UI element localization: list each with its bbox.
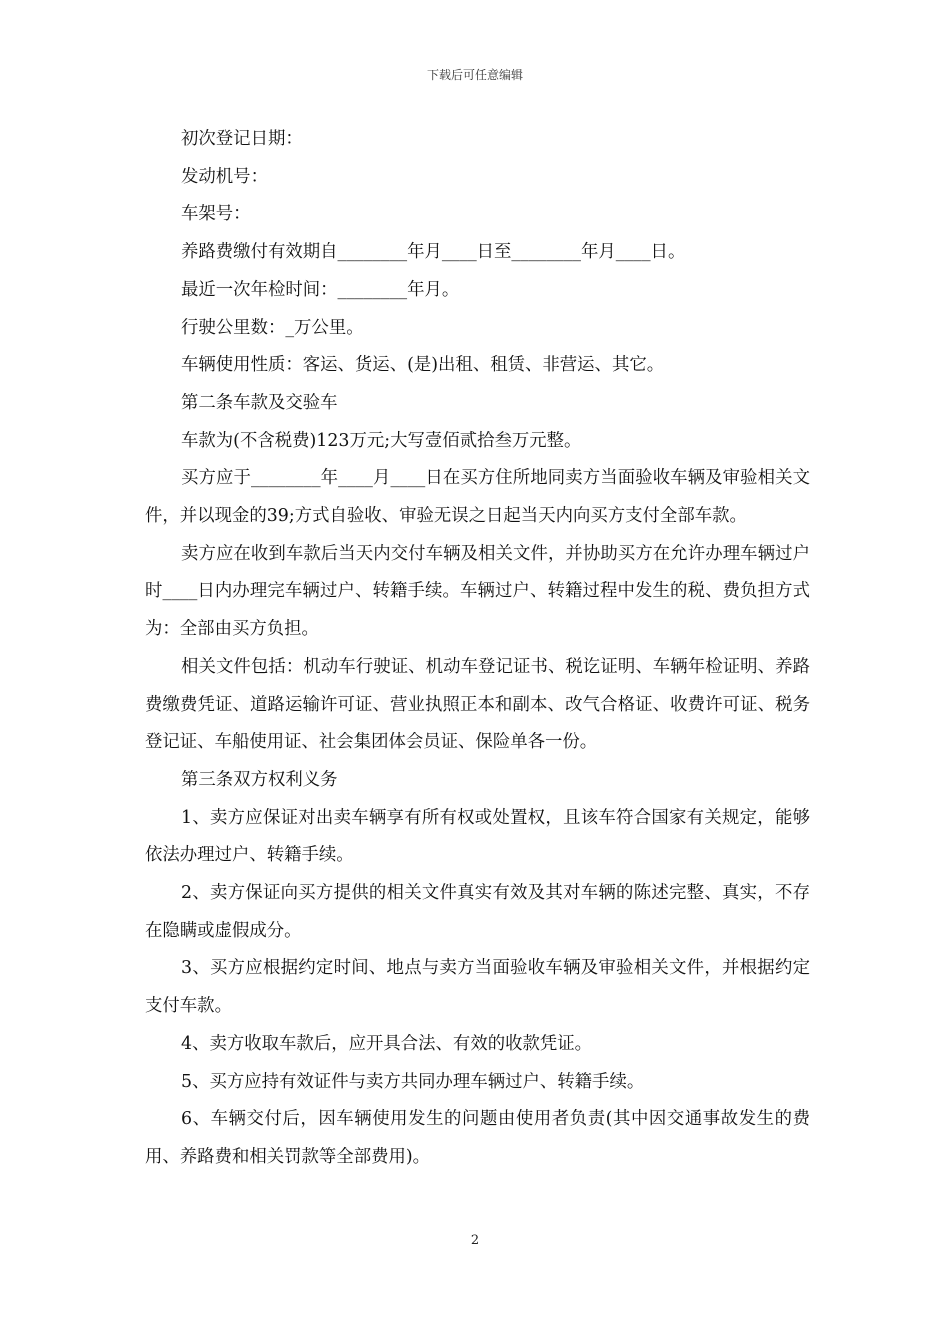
paragraph-vehicle-price: 车款为(不含税费)123万元;大写壹佰贰拾叁万元整。 (181, 430, 582, 451)
clause-2: 2、卖方保证向买方提供的相关文件真实有效及其对车辆的陈述完整、真实，不存在隐瞒或虚假成分。 (145, 883, 810, 941)
section-heading-article-3: 第三条双方权利义务 (181, 769, 338, 790)
section-heading-article-2: 第二条车款及交验车 (181, 392, 338, 413)
clause-5: 5、买方应持有效证件与卖方共同办理车辆过户、转籍手续。 (181, 1071, 645, 1092)
field-first-registration-date: 初次登记日期： (181, 129, 303, 149)
page-number: 2 (470, 1233, 480, 1248)
field-road-fee-validity: 养路费缴付有效期自________年月____日至________年月____日。 (181, 242, 686, 263)
page-header: 下载后可任意编辑 (426, 68, 523, 82)
clause-6: 6、车辆交付后，因车辆使用发生的问题由使用者负责(其中因交通事故发生的费用、养路费和相关罚款等全部费用)。 (145, 1109, 810, 1167)
field-frame-number: 车架号： (181, 204, 251, 225)
field-last-inspection: 最近一次年检时间：________年月。 (181, 279, 460, 300)
paragraph-related-documents: 相关文件包括：机动车行驶证、机动车登记证书、税讫证明、车辆年检证明、养路费缴费凭证、道路运输许可证、营业执照正本和副本、改气合格证、收费许可证、税务登记证、车船使用证、社会集团体会员证、保险单各一份。 (145, 656, 810, 753)
document-body (145, 121, 810, 1177)
paragraph-buyer-inspection: 买方应于________年____月____日在买方住所地同卖方当面验收车辆及审验相关文件，并以现金的39;方式自验收、审验无误之日起当天内向买方支付全部车款。 (145, 468, 810, 527)
field-engine-number: 发动机号： (181, 166, 268, 187)
clause-3: 3、买方应根据约定时间、地点与卖方当面验收车辆及审验相关文件，并根据约定支付车款。 (145, 958, 810, 1017)
clause-4: 4、卖方收取车款后，应开具合法、有效的收款凭证。 (181, 1033, 593, 1054)
field-mileage: 行驶公里数：_万公里。 (181, 317, 364, 338)
clause-1: 1、卖方应保证对出卖车辆享有所有权或处置权，且该车符合国家有关规定，能够依法办理过户、转籍手续。 (145, 807, 810, 866)
field-usage-nature: 车辆使用性质：客运、货运、(是)出租、租赁、非营运、其它。 (181, 355, 665, 376)
paragraph-seller-delivery: 卖方应在收到车款后当天内交付车辆及相关文件，并协助买方在允许办理车辆过户时____日内办理完车辆过户、转籍手续。车辆过户、转籍过程中发生的税、费负担方式为：全部由买方负担。 (145, 543, 810, 640)
